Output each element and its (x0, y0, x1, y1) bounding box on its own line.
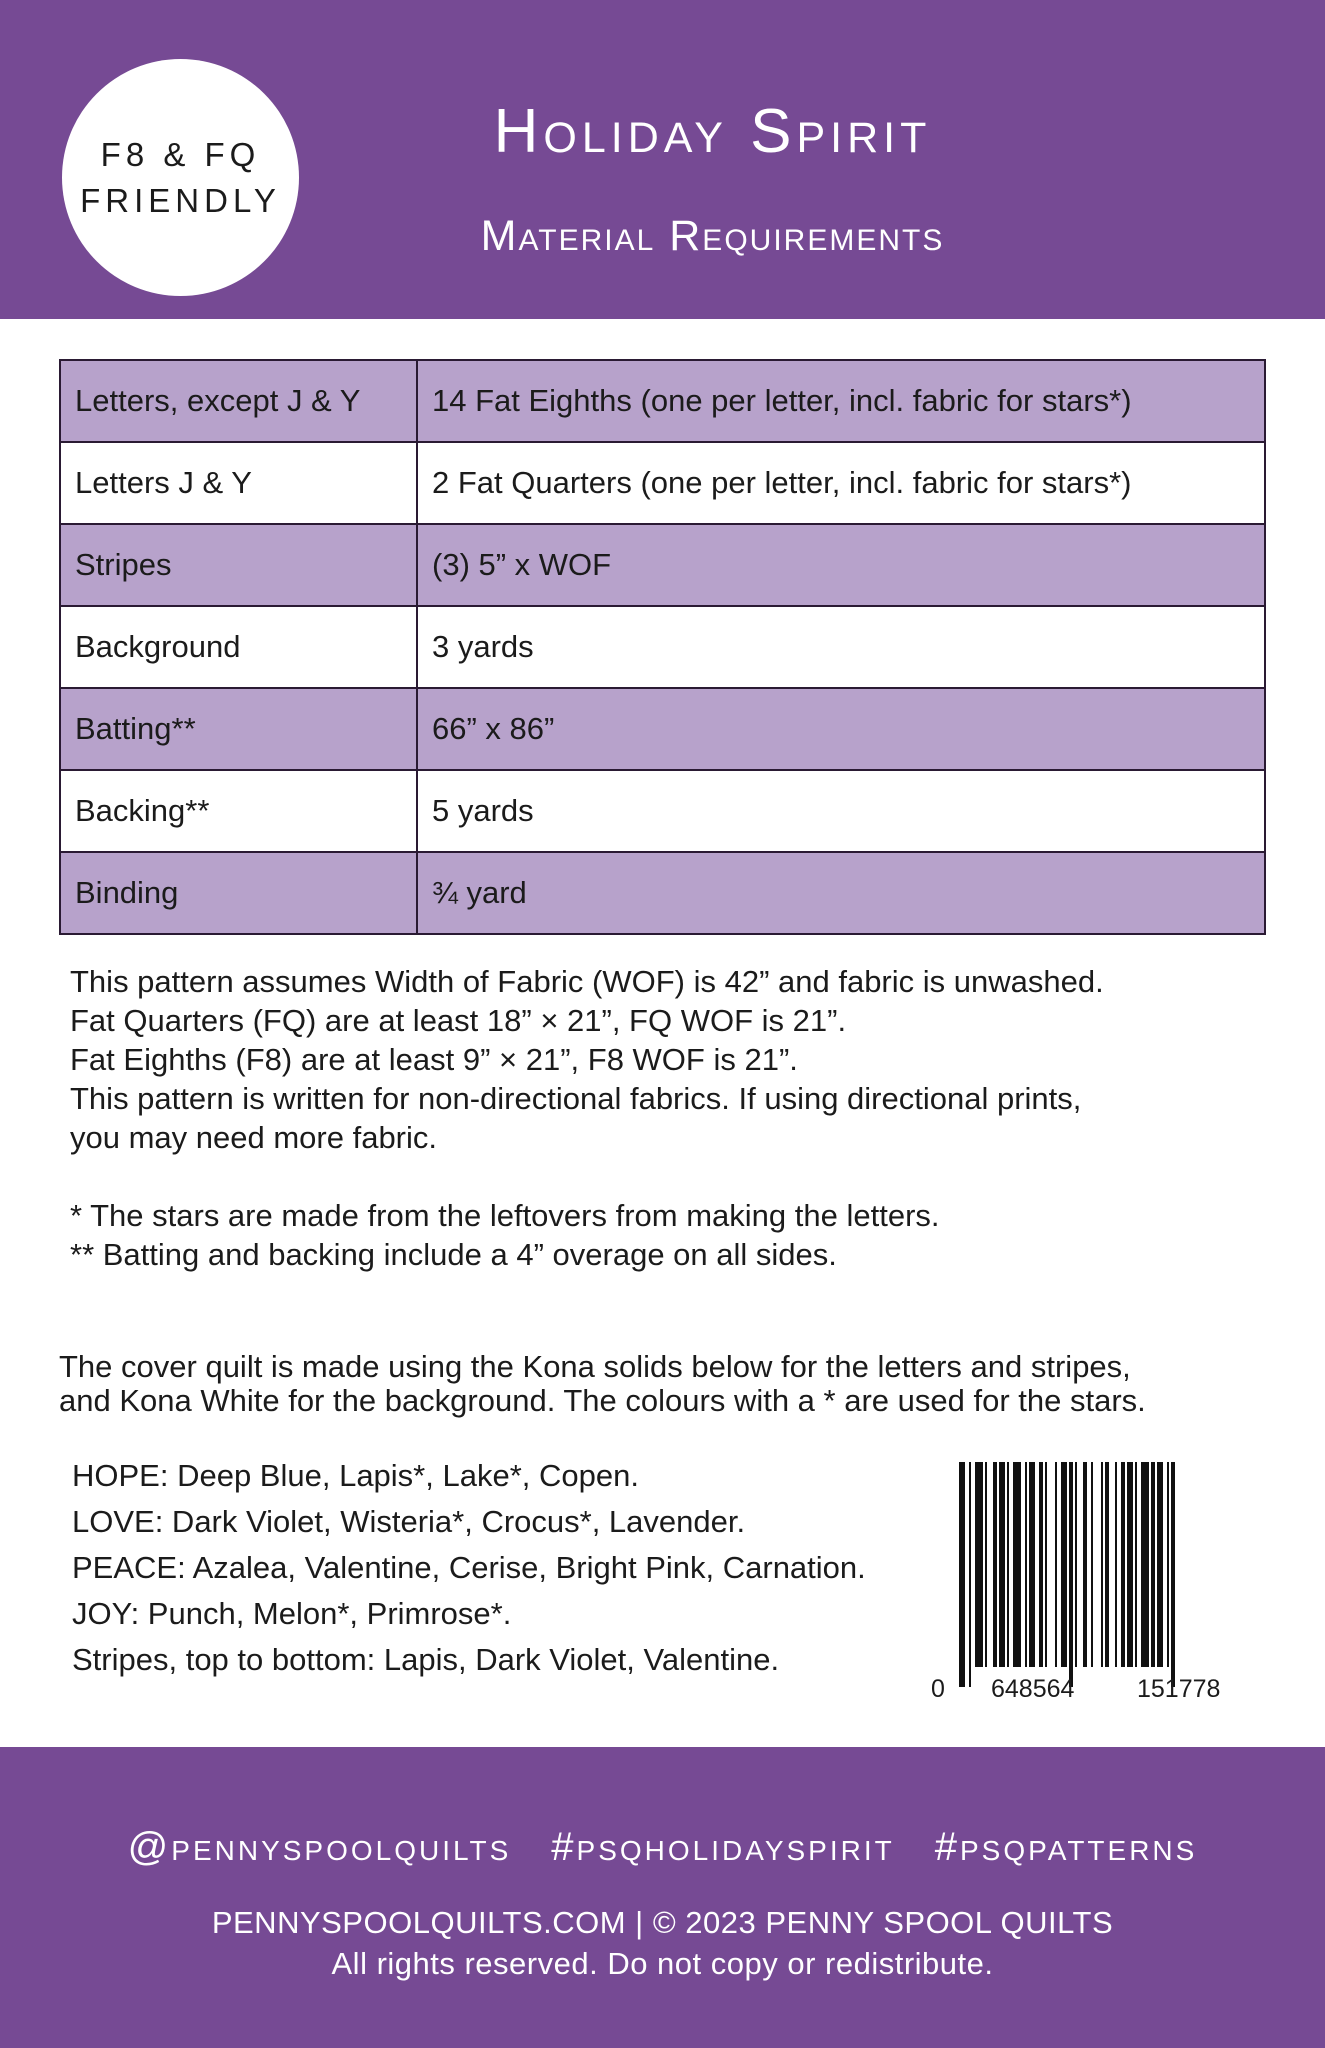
friendly-badge (62, 59, 299, 296)
material-item: Backing** (60, 770, 417, 852)
material-item: Stripes (60, 524, 417, 606)
badge-line-1: F8 & FQ (100, 135, 261, 173)
material-amount: 3 yards (417, 606, 1265, 688)
section-subtitle: Material Requirements (480, 212, 945, 260)
color-list-item: LOVE: Dark Violet, Wisteria*, Crocus*, Lavender. (72, 1504, 746, 1539)
material-amount: ¾ yard (417, 852, 1265, 934)
copyright-line: PENNYSPOOLQUILTS.COM | © 2023 PENNY SPOOL QUILTS (211, 1905, 1114, 1940)
pattern-title: Holiday Spirit (493, 97, 932, 166)
social-tags (0, 1825, 1325, 1870)
note-line: This pattern is written for non-directional fabrics. If using directional prints, (70, 1081, 1082, 1116)
barcode-group-2: 151778 (1137, 1675, 1221, 1703)
table-row (60, 442, 1265, 524)
copyright-block (0, 1902, 1325, 1984)
note-line: you may need more fabric. (70, 1120, 438, 1155)
barcode-group-1: 648564 (991, 1675, 1075, 1703)
color-list-item: PEACE: Azalea, Valentine, Cerise, Bright Pink, Carnation. (72, 1550, 866, 1585)
badge-line-2: FRIENDLY (80, 181, 281, 219)
color-list-item: Stripes, top to bottom: Lapis, Dark Violet, Valentine. (72, 1642, 780, 1677)
material-item: Letters, except J & Y (60, 360, 417, 442)
barcode (925, 1462, 1265, 1712)
color-list (72, 1453, 952, 1683)
color-list-item: JOY: Punch, Melon*, Primrose*. (72, 1596, 512, 1631)
cover-quilt-note (59, 1350, 1299, 1418)
pattern-notes (70, 962, 1290, 1274)
table-row (60, 688, 1265, 770)
table-row (60, 606, 1265, 688)
rights-line: All rights reserved. Do not copy or redistribute. (331, 1946, 994, 1981)
cover-note-line: The cover quilt is made using the Kona solids below for the letters and stripes, (59, 1349, 1131, 1384)
material-amount: 2 Fat Quarters (one per letter, incl. fabric for stars*) (417, 442, 1265, 524)
footnote-line: ** Batting and backing include a 4” overage on all sides. (70, 1237, 837, 1272)
materials-table (59, 359, 1266, 935)
material-item: Binding (60, 852, 417, 934)
material-amount: 14 Fat Eighths (one per letter, incl. fabric for stars*) (417, 360, 1265, 442)
note-line: Fat Eighths (F8) are at least 9” × 21”, F8 WOF is 21”. (70, 1042, 798, 1077)
table-row (60, 852, 1265, 934)
hashtag-pattern: #psqholidayspirit (551, 1825, 895, 1869)
header-banner (0, 0, 1325, 319)
material-item: Batting** (60, 688, 417, 770)
barcode-bars-icon (955, 1462, 1255, 1687)
material-item: Letters J & Y (60, 442, 417, 524)
material-item: Background (60, 606, 417, 688)
spacer (70, 1157, 1290, 1196)
material-amount: 66” x 86” (417, 688, 1265, 770)
material-amount: 5 yards (417, 770, 1265, 852)
note-line: Fat Quarters (FQ) are at least 18” × 21”, FQ WOF is 21”. (70, 1003, 847, 1038)
table-row (60, 360, 1265, 442)
hashtag-brand: #psqpatterns (934, 1825, 1198, 1869)
instagram-handle: @pennyspoolquilts (127, 1825, 512, 1869)
footer-banner (0, 1747, 1325, 2048)
table-row (60, 770, 1265, 852)
footnote-line: * The stars are made from the leftovers from making the letters. (70, 1198, 940, 1233)
color-list-item: HOPE: Deep Blue, Lapis*, Lake*, Copen. (72, 1458, 639, 1493)
table-row (60, 524, 1265, 606)
cover-note-line: and Kona White for the background. The colours with a * are used for the stars. (59, 1383, 1146, 1418)
barcode-digit-left: 0 (931, 1675, 945, 1703)
material-amount: (3) 5” x WOF (417, 524, 1265, 606)
note-line: This pattern assumes Width of Fabric (WOF) is 42” and fabric is unwashed. (70, 964, 1104, 999)
